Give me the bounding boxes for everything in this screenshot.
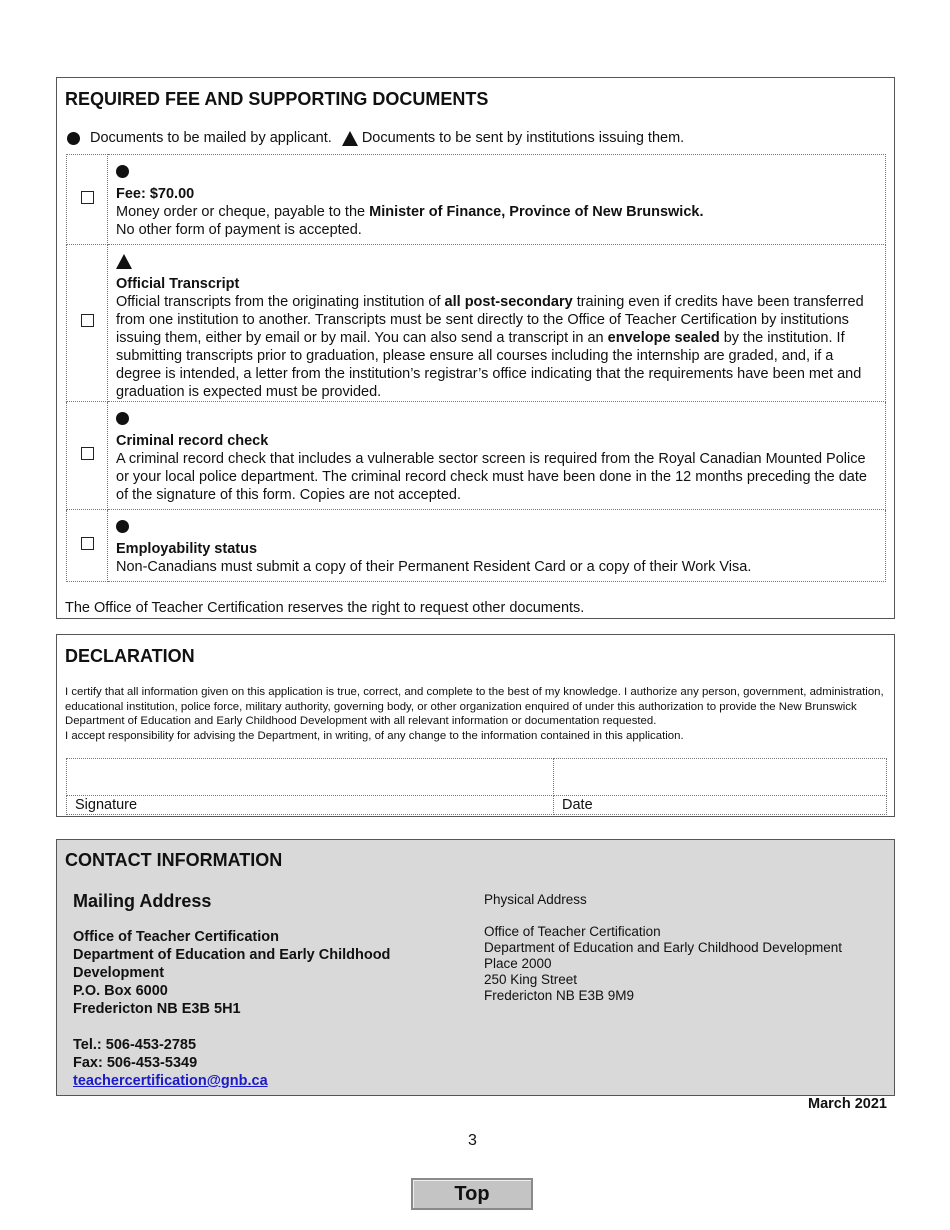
item-title: Employability status [116, 541, 258, 557]
legend-institution: Documents to be sent by institutions issuing them. [361, 130, 685, 146]
date-field[interactable] [554, 759, 887, 796]
fee-checkbox[interactable] [81, 191, 94, 204]
bullet-dot-icon [116, 412, 129, 425]
fees-footer-note: The Office of Teacher Certification reserves the right to request other documents. [65, 600, 585, 616]
transcript-checkbox[interactable] [81, 314, 94, 327]
documents-table [66, 154, 886, 582]
legend [67, 130, 684, 146]
item-title: Fee: $70.00 [116, 186, 195, 202]
declaration-section [56, 634, 895, 817]
signature-field[interactable] [67, 759, 554, 796]
signature-table [66, 758, 887, 815]
section-title: REQUIRED FEE AND SUPPORTING DOCUMENTS [65, 89, 489, 109]
date-label: Date [554, 796, 887, 815]
physical-address: Physical Address Office of Teacher Certification Department of Education and Early Childhood Development Place 2000 250 King Street Fredericton NB E3B 9M9 [484, 892, 884, 1004]
table-row: Criminal record check A criminal record check that includes a vulnerable sector screen is required from the Royal Canadian Mounted Police or your local police department. The criminal record check must have been done in the 12 months preceding the date of the signature of this form. Copies are not accepted. [67, 402, 886, 510]
mailing-address: Mailing Address Office of Teacher Certification Department of Education and Early Childhood Development P.O. Box 6000 Fredericton NB E3B 5H1 Tel.: 506-453-2785 Fax: 506-453-5349 teachercertification@gnb.ca [73, 892, 453, 1090]
criminal-check-checkbox[interactable] [81, 447, 94, 460]
mailing-heading: Mailing Address [73, 891, 212, 911]
section-title: CONTACT INFORMATION [65, 850, 283, 870]
physical-heading: Physical Address [484, 892, 587, 907]
triangle-icon [342, 131, 358, 146]
contact-section [56, 839, 895, 1096]
bullet-dot-icon [116, 165, 129, 178]
item-title: Criminal record check [116, 433, 269, 449]
table-row: Official Transcript Official transcripts from the originating institution of all post-secondary training even if credits have been transferred from one institution to another. Transcripts must be sent directly to the Office of Teacher Certification by institutions issuing them, either by email or by mail. You can also send a transcript in an envelope sealed by the institution. If submitting transcripts prior to graduation, please ensure all courses including the internship are graded, and, if a degree is intended, a letter from the institution’s registrar’s office indicating that the requirements have been met and graduation is expected must be provided. [67, 245, 886, 402]
required-documents-section [56, 77, 895, 619]
declaration-text: I certify that all information given on this application is true, correct, and complete to the best of my knowledge. I authorize any person, government, administration, educational institution, police force, military authority, governing body, or other organization enquired of under this authorization to provide the New Brunswick Department of Education and Early Childhood Development with all relevant information or documentation requested. I accept responsibility for advising the Department, in writing, of any change to the information contained in this application. [65, 686, 884, 742]
item-title: Official Transcript [116, 276, 240, 292]
bullet-dot-icon [67, 132, 80, 145]
employability-checkbox[interactable] [81, 537, 94, 550]
table-row: Fee: $70.00 Money order or cheque, payable to the Minister of Finance, Province of New Brunswick. No other form of payment is accepted. [67, 155, 886, 245]
phone: Tel.: 506-453-2785 [73, 1037, 197, 1053]
legend-mailed: Documents to be mailed by applicant. [90, 130, 332, 146]
email-link[interactable]: teachercertification@gnb.ca [73, 1073, 268, 1089]
revision-date: March 2021 [808, 1096, 887, 1112]
table-row: Employability status Non-Canadians must submit a copy of their Permanent Resident Card or a copy of their Work Visa. [67, 510, 886, 582]
triangle-icon [116, 254, 132, 269]
fax: Fax: 506-453-5349 [73, 1055, 198, 1071]
signature-label: Signature [67, 796, 554, 815]
top-button[interactable]: Top [411, 1178, 533, 1210]
bullet-dot-icon [116, 520, 129, 533]
section-title: DECLARATION [65, 646, 195, 666]
page-number: 3 [468, 1132, 477, 1149]
